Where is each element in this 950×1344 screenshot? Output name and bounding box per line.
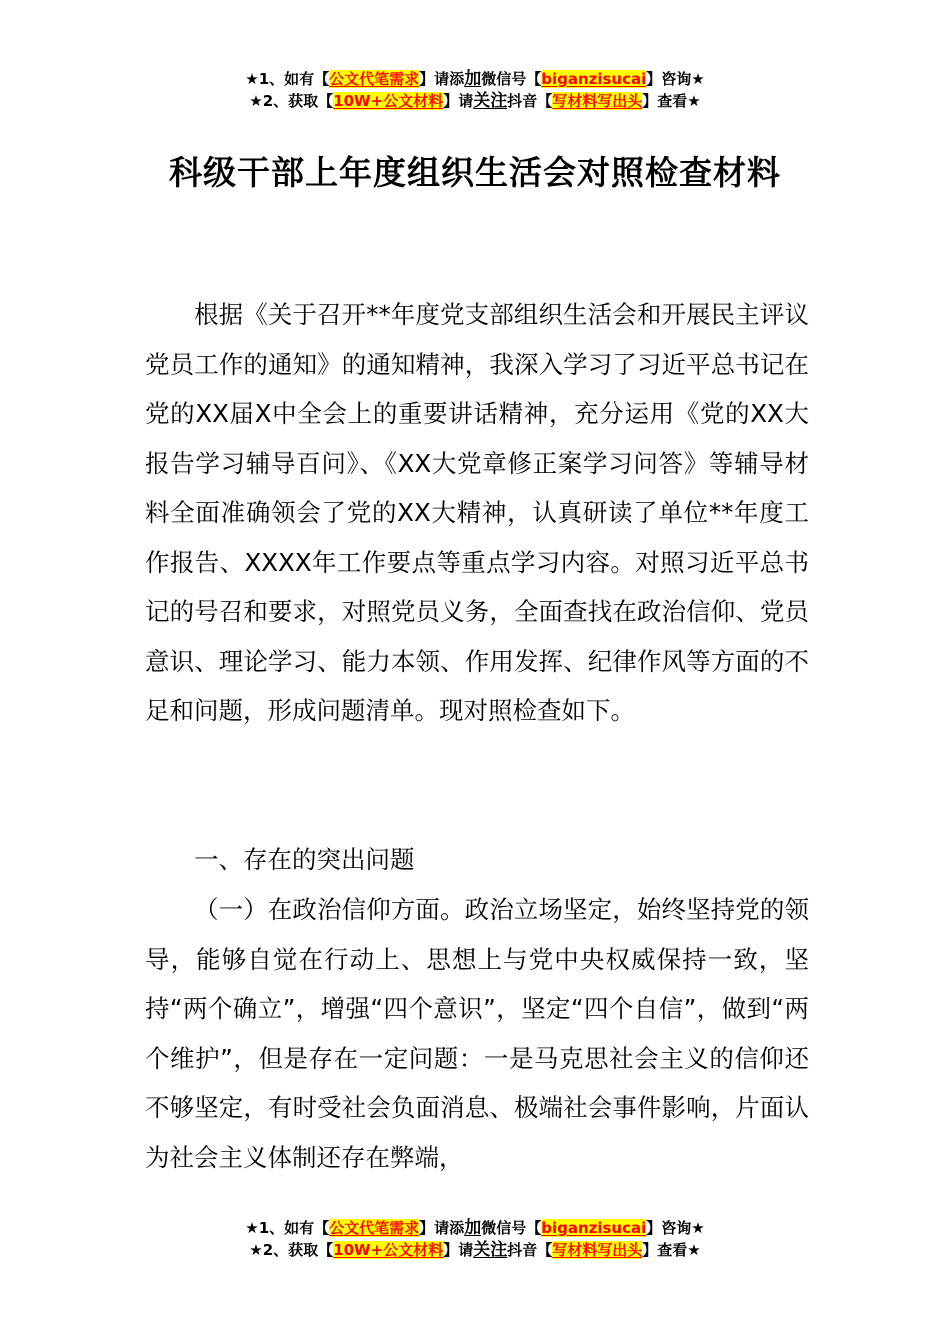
banner-text: 】请添	[419, 70, 465, 88]
banner-highlight: 公文代笔需求	[329, 1219, 420, 1237]
banner-text: 微信号【	[481, 1219, 542, 1237]
paragraph-intro: 根据《关于召开**年度党支部组织生活会和开展民主评议党员工作的通知》的通知精神，我深入学习了习近平总书记在党的XX届X中全会上的重要讲话精神，充分运用《党的XX大报告学习辅导百问》、《XX大党章修正案学习问答》等辅导材料全面准确领会了党的XX大精神，认真研读了单位**年度工作报告、XXXX年工作要点等重点学习内容。对照习近平总书记的号召和要求，对照党员义务，全面查找在政治信仰、党员意识、理论学习、能力本领、作用发挥、纪律作风等方面的不足和问题，形成问题清单。现对照检查如下。	[145, 300, 809, 725]
banner-text: 加	[464, 1218, 482, 1238]
banner-line-2	[0, 90, 950, 112]
banner-douyin-id: 写材料写出头	[552, 92, 643, 110]
banner-line-1	[0, 68, 950, 90]
banner-text: ★2、获取【	[249, 1241, 334, 1259]
banner-text: 】查看★	[642, 1241, 701, 1259]
banner-text: 关注	[473, 1240, 508, 1260]
banner-highlight: 10W+公文材料	[333, 92, 444, 110]
banner-text: ★2、获取【	[249, 92, 334, 110]
banner-wechat-id: biganzisucai	[541, 1219, 647, 1237]
banner-line-2	[0, 1239, 950, 1261]
paragraph-political-belief: （一）在政治信仰方面。政治立场坚定，始终坚持党的领导，能够自觉在行动上、思想上与党中央权威保持一致，坚持“两个确立”，增强“四个意识”，坚定“四个自信”，做到“两个维护”，但是存在一定问题：一是马克思社会主义的信仰还不够坚定，有时受社会负面消息、极端社会事件影响，片面认为社会主义体制还存在弊端，	[145, 895, 809, 1172]
banner-text: 】查看★	[642, 92, 701, 110]
banner-text: 微信号【	[481, 70, 542, 88]
banner-text: 】请	[443, 92, 474, 110]
banner-text: 】请	[443, 1241, 474, 1259]
header-banner	[0, 68, 950, 112]
banner-line-1	[0, 1217, 950, 1239]
banner-highlight: 10W+公文材料	[333, 1241, 444, 1259]
banner-text: ★1、如有【	[245, 70, 330, 88]
banner-text: 】咨询★	[646, 70, 705, 88]
banner-text: 】请添	[419, 1219, 465, 1237]
banner-text: 抖音【	[507, 92, 553, 110]
footer-banner	[0, 1217, 950, 1261]
banner-wechat-id: biganzisucai	[541, 70, 647, 88]
banner-text: 关注	[473, 91, 508, 111]
banner-highlight: 公文代笔需求	[329, 70, 420, 88]
banner-text: ★1、如有【	[245, 1219, 330, 1237]
document-title: 科级干部上年度组织生活会对照检查材料	[169, 153, 781, 192]
banner-text: 加	[464, 69, 482, 89]
section-heading: 一、存在的突出问题	[194, 845, 415, 874]
banner-douyin-id: 写材料写出头	[552, 1241, 643, 1259]
banner-text: 】咨询★	[646, 1219, 705, 1237]
banner-text: 抖音【	[507, 1241, 553, 1259]
